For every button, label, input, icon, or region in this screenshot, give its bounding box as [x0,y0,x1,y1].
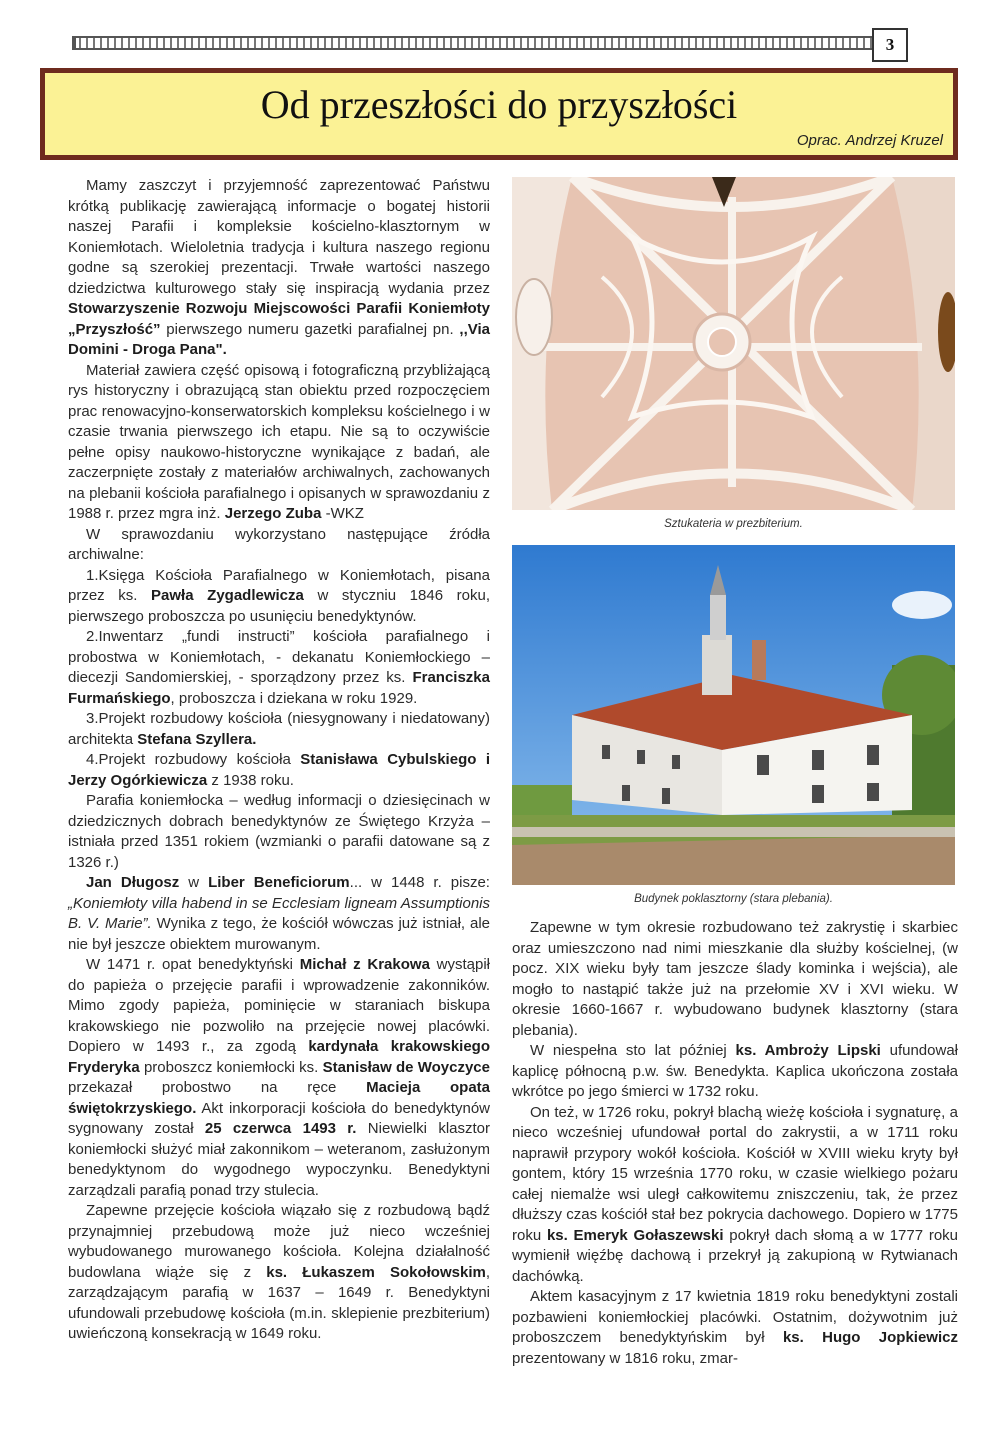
monastery-building-illustration [512,545,955,885]
figure-caption-building: Budynek poklasztorny (stara plebania). [634,893,833,905]
left-column [68,176,490,1345]
figure-caption-stucco: Sztukateria w prezbiterium. [664,518,803,530]
paragraph-cassation: Aktem kasacyjnym z 17 kwietnia 1819 roku benedyktyni zostali pozbawieni koniemłockiej placówki. Ostatnim, dożywotnim już proboszczem benedyktyńskim był ks. Hugo Jopkiewicz prezentowany w 1816 roku, zmar- [512,1288,958,1367]
top-rule-cap [72,36,76,50]
paragraph-material: Materiał zawiera część opisową i fotograficzną przybliżającą rys historyczny i obrazującą stan obiektu przed rozpoczęciem prac renowacyjno-konserwatorskich kompleksu kościelnego i w czasie trwania pierwszego ich etapu. Nie są to oczywiście pełne opisy naukowo-historyczne wynikające z badań, ale zaczerpnięte zostały z materiałów archiwalnych, zachowanych na plebanii kościoła parafialnego i opisanych w sprawozdaniu z 1988 r. przez mgra inż. Jerzego Zuba -WKZ [68,361,490,522]
paragraph-sacristy: Zapewne w tym okresie rozbudowano też zakrystię i skarbiec oraz umieszczono nad nimi mieszkanie dla służby kościelnej, (w pocz. XIX wieku były tam jeszcze ślady kominka i wejścia), ale mogło to nastąpić także już na przełomie XV i XVI wieku. W okresie 1660-1667 r. wybudowano budynek klasztorny (stara plebania). [512,919,958,1039]
vault-stucco-illustration [512,177,955,510]
monastery-building-photo [512,545,955,885]
page-number: 3 [872,28,908,62]
top-decorative-rule [72,36,872,50]
page-title: Od przeszłości do przyszłości [260,82,738,127]
paragraph-1471: W 1471 r. opat benedyktyński Michał z Krakowa wystąpił do papieża o przejęcie parafii i wprowadzenie zakonników. Mimo zgody papieża, pominięcie w staraniach biskupa krakowskiego nie pozwoliło na przejęcie nowej placówki. Dopiero w 1493 r., za zgodą kardynała krakowskiego Fryderyka proboszcz koniemłocki ks. Stanisław de Woyczyce przekazał probostwo na ręce Macieja opata świętokrzyskiego. Akt inkorporacji kościoła do benedyktynów sygnowany został 25 czerwca 1493 r. Niewielki klasztor koniemłocki służyć miał zakonnikom – weteranom, zasłużonym benedyktynom do wygodnego wypoczynku. Benedyktyni zarządzali parafią ponad trzy stulecia. [68,956,491,1199]
paragraph-parish-history: Parafia koniemłocka – według informacji o dziesięcinach w dziedzicznych dobrach benedyktynów ze Świętego Krzyża – istniała przed 1351 rokiem (wzmianki o parafii datowane są z 1326 r.) [68,792,490,871]
article-author: Oprac. Andrzej Kruzel [796,132,943,149]
paragraph-sources-intro: W sprawozdaniu wykorzystano następujące źródła archiwalne: [68,525,490,563]
paragraph-lipski: W niespełna sto lat później ks. Ambroży Lipski ufundował kaplicę północną p.w. św. Benedykta. Kaplica ukończona została wkrótce po jego śmierci w 1732 roku. [512,1042,958,1100]
paragraph-dlugosz: Jan Długosz w Liber Beneficiorum... w 1448 r. pisze: „Koniemłoty villa habend in se Ecclesiam ligneam Assumptionis B. V. Marie”. Wynika z tego, że kościół wówczas już istniał, ale nie był jeszcze obiektem murowanym. [68,874,490,953]
source-item-1: 1.Księga Kościoła Parafialnego w Koniemłotach, pisana przez ks. Pawła Zygadlewicza w styczniu 1846 roku, pierwszego proboszcza po usunięciu benedyktynów. [68,566,490,625]
source-item-2: 2.Inwentarz „fundi instructi” kościoła parafialnego i probostwa w Koniemłotach, - dekanatu Koniemłockiego – diecezji Sandomierskiej, - sporządzony przez ks. Franciszka Furmańskiego, proboszcza i dziekana w roku 1929. [68,628,490,707]
source-item-4: 4.Projekt rozbudowy kościoła Stanisława Cybulskiego i Jerzy Ogórkiewicza z 1938 roku. [68,751,490,789]
source-item-3: 3.Projekt rozbudowy kościoła (niesygnowany i niedatowany) architekta Stefana Szyllera. [68,710,490,748]
paragraph-roof: On też, w 1726 roku, pokrył blachą wieżę kościoła i sygnaturę, a nieco wcześniej ufundował portal do zakrystii, a w 1711 roku naprawił przypory wokół kościoła. Kościół w XVIII wieku kryty był gontem, który 15 września 1770 roku, w czasie wielkiego pożaru całej niemalże wsi uległ całkowitemu zniszczeniu, tak, że przez dłuższy czas kościół stał bez pokrycia dachowego. Dopiero w 1775 roku ks. Emeryk Gołaszewski pokrył dach słomą a w 1777 roku wymienił więźbę dachową i przekrył ją zakupioną w Rytwianach dachówką. [512,1103,959,1285]
title-banner [40,68,958,160]
vault-stucco-photo [512,177,955,510]
paragraph-rebuild: Zapewne przejęcie kościoła wiązało się z rozbudową bądź przynajmniej przebudową może już nieco wcześniej wybudowanego murowanego kościoła. Kolejna działalność budowlana wiąże się z ks. Łukaszem Sokołowskim, zarządzającym parafią w 1637 – 1649 r. Benedyktyni ufundowali przebudowę kościoła (m.in. sklepienie prezbiterium) uwieńczoną konsekracją w 1649 roku. [68,1202,490,1342]
right-column [512,918,958,1369]
paragraph-intro: Mamy zaszczyt i przyjemność zaprezentować Państwu krótką publikację zawierającą informacje o bogatej historii naszej Parafii i kompleksie kościelno-klasztornym w Koniemłotach. Wieloletnia tradycja i kultura naszego regionu godne są szerokiej prezentacji. Trwałe wartości naszego dziedzictwa kulturowego stały się inspiracją wydania przez Stowarzyszenie Rozwoju Miejscowości Parafii Koniemłoty „Przyszłość” pierwszego numeru gazetki parafialnej pn. ,,Via Domini - Droga Pana". [68,177,490,358]
